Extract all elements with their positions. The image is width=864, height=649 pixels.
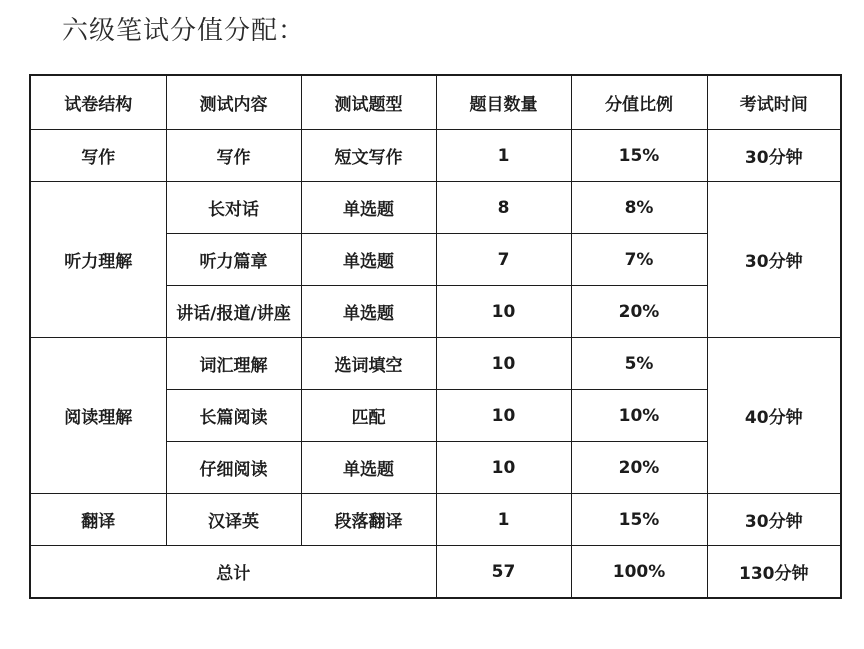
section-structure: 阅读理解 <box>30 338 166 494</box>
cell-content: 词汇理解 <box>166 338 301 390</box>
cell-count: 10 <box>436 338 571 390</box>
cell-count: 7 <box>436 234 571 286</box>
cell-content: 汉译英 <box>166 494 301 546</box>
cell-type: 单选题 <box>301 182 436 234</box>
section-structure: 翻译 <box>30 494 166 546</box>
cell-type: 匹配 <box>301 390 436 442</box>
cell-type: 单选题 <box>301 234 436 286</box>
cell-type: 单选题 <box>301 442 436 494</box>
total-count: 57 <box>436 546 571 599</box>
table-header-row <box>30 75 841 130</box>
cell-count: 10 <box>436 442 571 494</box>
total-label: 总计 <box>30 546 436 599</box>
header-time: 考试时间 <box>707 75 841 130</box>
section-time: 30分钟 <box>707 494 841 546</box>
total-ratio: 100% <box>571 546 707 599</box>
cell-content: 听力篇章 <box>166 234 301 286</box>
total-row <box>30 546 841 599</box>
header-count: 题目数量 <box>436 75 571 130</box>
header-type: 测试题型 <box>301 75 436 130</box>
cell-count: 8 <box>436 182 571 234</box>
cell-ratio: 20% <box>571 286 707 338</box>
cell-type: 选词填空 <box>301 338 436 390</box>
total-time: 130分钟 <box>707 546 841 599</box>
cell-ratio: 7% <box>571 234 707 286</box>
table-row <box>30 130 841 182</box>
table-row <box>30 494 841 546</box>
section-structure: 听力理解 <box>30 182 166 338</box>
header-content: 测试内容 <box>166 75 301 130</box>
cell-count: 1 <box>436 130 571 182</box>
section-time: 30分钟 <box>707 182 841 338</box>
cell-type: 短文写作 <box>301 130 436 182</box>
cell-content: 写作 <box>166 130 301 182</box>
page-title: 六级笔试分值分配： <box>62 16 306 46</box>
header-ratio: 分值比例 <box>571 75 707 130</box>
section-time: 30分钟 <box>707 130 841 182</box>
score-distribution-table <box>29 74 842 599</box>
cell-count: 1 <box>436 494 571 546</box>
cell-content: 讲话/报道/讲座 <box>166 286 301 338</box>
cell-content: 仔细阅读 <box>166 442 301 494</box>
cell-ratio: 15% <box>571 130 707 182</box>
cell-content: 长对话 <box>166 182 301 234</box>
cell-ratio: 5% <box>571 338 707 390</box>
section-structure: 写作 <box>30 130 166 182</box>
cell-ratio: 8% <box>571 182 707 234</box>
header-structure: 试卷结构 <box>30 75 166 130</box>
cell-ratio: 15% <box>571 494 707 546</box>
table-row <box>30 182 841 234</box>
cell-ratio: 20% <box>571 442 707 494</box>
cell-type: 段落翻译 <box>301 494 436 546</box>
cell-count: 10 <box>436 286 571 338</box>
section-time: 40分钟 <box>707 338 841 494</box>
cell-content: 长篇阅读 <box>166 390 301 442</box>
cell-ratio: 10% <box>571 390 707 442</box>
cell-type: 单选题 <box>301 286 436 338</box>
cell-count: 10 <box>436 390 571 442</box>
table-row <box>30 338 841 390</box>
